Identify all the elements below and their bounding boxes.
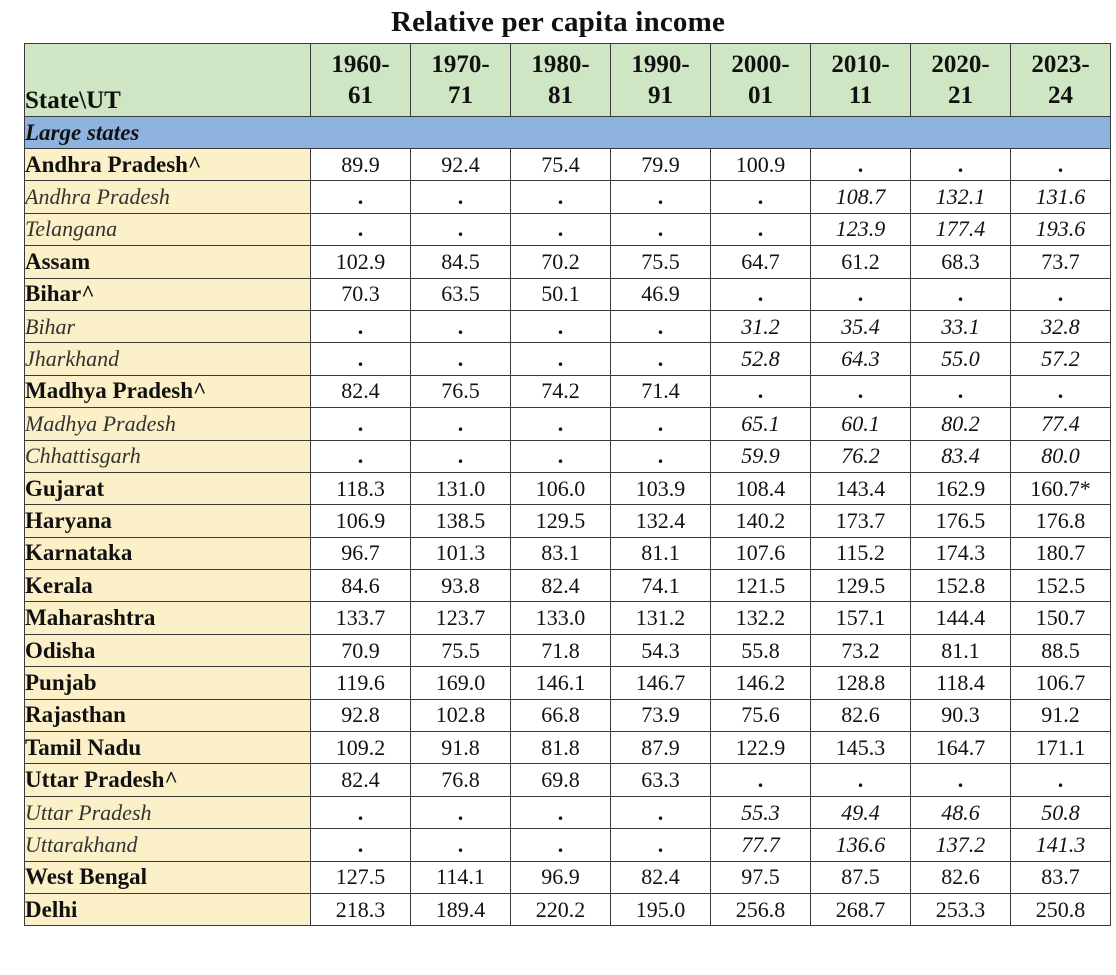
table-row bbox=[25, 570, 1111, 602]
state-name-cell: Bihar^ bbox=[25, 278, 311, 310]
value-cell: 141.3 bbox=[1011, 829, 1111, 861]
table-body bbox=[25, 117, 1111, 926]
table-subrow bbox=[25, 343, 1111, 375]
column-header-year bbox=[911, 44, 1011, 117]
value-cell: 268.7 bbox=[811, 893, 911, 925]
value-cell: 109.2 bbox=[311, 732, 411, 764]
value-cell: 32.8 bbox=[1011, 310, 1111, 342]
year-end: 61 bbox=[348, 82, 373, 109]
group-row bbox=[25, 117, 1111, 149]
value-cell: 143.4 bbox=[811, 472, 911, 504]
value-cell: 152.8 bbox=[911, 570, 1011, 602]
value-cell: 81.1 bbox=[911, 634, 1011, 666]
table-subrow bbox=[25, 440, 1111, 472]
value-cell: 57.2 bbox=[1011, 343, 1111, 375]
state-name-cell: Uttarakhand bbox=[25, 829, 311, 861]
year-start: 1970- bbox=[431, 51, 490, 78]
value-cell: 122.9 bbox=[711, 732, 811, 764]
value-cell: 92.4 bbox=[411, 149, 511, 181]
value-cell: 118.4 bbox=[911, 667, 1011, 699]
value-cell: 55.0 bbox=[911, 343, 1011, 375]
state-name-cell: West Bengal bbox=[25, 861, 311, 893]
value-cell: . bbox=[511, 829, 611, 861]
value-cell: 59.9 bbox=[711, 440, 811, 472]
value-cell: 64.3 bbox=[811, 343, 911, 375]
value-cell: . bbox=[311, 829, 411, 861]
value-cell: 174.3 bbox=[911, 537, 1011, 569]
year-start: 2010- bbox=[831, 51, 890, 78]
value-cell: 76.2 bbox=[811, 440, 911, 472]
value-cell: 76.5 bbox=[411, 375, 511, 407]
column-header-year bbox=[711, 44, 811, 117]
value-cell: 106.7 bbox=[1011, 667, 1111, 699]
value-cell: . bbox=[611, 213, 711, 245]
value-cell: 173.7 bbox=[811, 505, 911, 537]
value-cell: 50.1 bbox=[511, 278, 611, 310]
state-name-cell: Andhra Pradesh bbox=[25, 181, 311, 213]
value-cell: . bbox=[311, 343, 411, 375]
value-cell: 71.4 bbox=[611, 375, 711, 407]
table-subrow bbox=[25, 213, 1111, 245]
table-row bbox=[25, 505, 1111, 537]
year-start: 2023- bbox=[1031, 51, 1090, 78]
table-subrow bbox=[25, 829, 1111, 861]
value-cell: 73.2 bbox=[811, 634, 911, 666]
year-start: 1990- bbox=[631, 51, 690, 78]
table-row bbox=[25, 246, 1111, 278]
value-cell: 50.8 bbox=[1011, 796, 1111, 828]
value-cell: 90.3 bbox=[911, 699, 1011, 731]
value-cell: 93.8 bbox=[411, 570, 511, 602]
column-header-year bbox=[411, 44, 511, 117]
value-cell: 102.8 bbox=[411, 699, 511, 731]
value-cell: 61.2 bbox=[811, 246, 911, 278]
value-cell: 75.6 bbox=[711, 699, 811, 731]
value-cell: 63.3 bbox=[611, 764, 711, 796]
value-cell: 114.1 bbox=[411, 861, 511, 893]
value-cell: . bbox=[1011, 149, 1111, 181]
value-cell: 193.6 bbox=[1011, 213, 1111, 245]
value-cell: . bbox=[611, 796, 711, 828]
value-cell: 157.1 bbox=[811, 602, 911, 634]
value-cell: 169.0 bbox=[411, 667, 511, 699]
value-cell: 140.2 bbox=[711, 505, 811, 537]
value-cell: . bbox=[511, 440, 611, 472]
value-cell: 108.7 bbox=[811, 181, 911, 213]
value-cell: 137.2 bbox=[911, 829, 1011, 861]
year-start: 1980- bbox=[531, 51, 590, 78]
value-cell: 171.1 bbox=[1011, 732, 1111, 764]
value-cell: 253.3 bbox=[911, 893, 1011, 925]
value-cell: 83.4 bbox=[911, 440, 1011, 472]
value-cell: . bbox=[411, 440, 511, 472]
value-cell: 102.9 bbox=[311, 246, 411, 278]
value-cell: 133.0 bbox=[511, 602, 611, 634]
table-row bbox=[25, 602, 1111, 634]
value-cell: 92.8 bbox=[311, 699, 411, 731]
state-name-cell: Maharashtra bbox=[25, 602, 311, 634]
state-name-cell: Bihar bbox=[25, 310, 311, 342]
value-cell: 77.4 bbox=[1011, 408, 1111, 440]
table-row bbox=[25, 278, 1111, 310]
value-cell: 100.9 bbox=[711, 149, 811, 181]
value-cell: . bbox=[511, 796, 611, 828]
value-cell: 129.5 bbox=[811, 570, 911, 602]
value-cell: 87.5 bbox=[811, 861, 911, 893]
value-cell: 108.4 bbox=[711, 472, 811, 504]
value-cell: . bbox=[611, 181, 711, 213]
value-cell: . bbox=[411, 796, 511, 828]
value-cell: 145.3 bbox=[811, 732, 911, 764]
value-cell: 82.6 bbox=[911, 861, 1011, 893]
table-header bbox=[25, 44, 1111, 117]
value-cell: . bbox=[911, 149, 1011, 181]
value-cell: 70.3 bbox=[311, 278, 411, 310]
value-cell: 132.1 bbox=[911, 181, 1011, 213]
value-cell: 55.8 bbox=[711, 634, 811, 666]
value-cell: . bbox=[311, 213, 411, 245]
table-row bbox=[25, 732, 1111, 764]
value-cell: 146.2 bbox=[711, 667, 811, 699]
value-cell: . bbox=[411, 310, 511, 342]
value-cell: . bbox=[311, 181, 411, 213]
table-row bbox=[25, 634, 1111, 666]
value-cell: 31.2 bbox=[711, 310, 811, 342]
value-cell: 146.1 bbox=[511, 667, 611, 699]
value-cell: . bbox=[911, 764, 1011, 796]
value-cell: . bbox=[511, 213, 611, 245]
table-row bbox=[25, 375, 1111, 407]
value-cell: 97.5 bbox=[711, 861, 811, 893]
value-cell: 189.4 bbox=[411, 893, 511, 925]
value-cell: 84.6 bbox=[311, 570, 411, 602]
value-cell: . bbox=[611, 310, 711, 342]
value-cell: . bbox=[1011, 764, 1111, 796]
value-cell: 82.4 bbox=[611, 861, 711, 893]
table-row bbox=[25, 893, 1111, 925]
value-cell: 115.2 bbox=[811, 537, 911, 569]
table-subrow bbox=[25, 408, 1111, 440]
value-cell: . bbox=[511, 310, 611, 342]
header-row bbox=[25, 44, 1111, 117]
value-cell: 75.4 bbox=[511, 149, 611, 181]
column-header-year bbox=[611, 44, 711, 117]
value-cell: . bbox=[311, 796, 411, 828]
table-title: Relative per capita income bbox=[390, 6, 726, 38]
state-name-cell: Punjab bbox=[25, 667, 311, 699]
value-cell: . bbox=[1011, 375, 1111, 407]
value-cell: 138.5 bbox=[411, 505, 511, 537]
state-name-cell: Chhattisgarh bbox=[25, 440, 311, 472]
year-start: 2000- bbox=[731, 51, 790, 78]
value-cell: 164.7 bbox=[911, 732, 1011, 764]
value-cell: 82.6 bbox=[811, 699, 911, 731]
table-subrow bbox=[25, 310, 1111, 342]
value-cell: 75.5 bbox=[611, 246, 711, 278]
table-row bbox=[25, 861, 1111, 893]
value-cell: 132.2 bbox=[711, 602, 811, 634]
value-cell: 74.2 bbox=[511, 375, 611, 407]
value-cell: . bbox=[611, 440, 711, 472]
value-cell: 129.5 bbox=[511, 505, 611, 537]
value-cell: . bbox=[811, 375, 911, 407]
value-cell: 80.0 bbox=[1011, 440, 1111, 472]
value-cell: . bbox=[811, 149, 911, 181]
value-cell: 131.2 bbox=[611, 602, 711, 634]
value-cell: 162.9 bbox=[911, 472, 1011, 504]
value-cell: 84.5 bbox=[411, 246, 511, 278]
value-cell: 118.3 bbox=[311, 472, 411, 504]
table-row bbox=[25, 537, 1111, 569]
column-header-year bbox=[811, 44, 911, 117]
value-cell: 70.2 bbox=[511, 246, 611, 278]
value-cell: 73.7 bbox=[1011, 246, 1111, 278]
table-row bbox=[25, 472, 1111, 504]
value-cell: 77.7 bbox=[711, 829, 811, 861]
state-name-cell: Delhi bbox=[25, 893, 311, 925]
value-cell: . bbox=[711, 278, 811, 310]
state-name-cell: Andhra Pradesh^ bbox=[25, 149, 311, 181]
value-cell: 88.5 bbox=[1011, 634, 1111, 666]
value-cell: . bbox=[411, 181, 511, 213]
value-cell: 55.3 bbox=[711, 796, 811, 828]
value-cell: . bbox=[411, 213, 511, 245]
value-cell: . bbox=[911, 278, 1011, 310]
value-cell: 82.4 bbox=[311, 375, 411, 407]
state-name-cell: Rajasthan bbox=[25, 699, 311, 731]
table-row bbox=[25, 764, 1111, 796]
value-cell: 160.7* bbox=[1011, 472, 1111, 504]
value-cell: 144.4 bbox=[911, 602, 1011, 634]
value-cell: 96.7 bbox=[311, 537, 411, 569]
value-cell: 83.7 bbox=[1011, 861, 1111, 893]
value-cell: 131.0 bbox=[411, 472, 511, 504]
year-end: 21 bbox=[948, 82, 973, 109]
value-cell: 81.8 bbox=[511, 732, 611, 764]
value-cell: 63.5 bbox=[411, 278, 511, 310]
value-cell: 33.1 bbox=[911, 310, 1011, 342]
value-cell: 150.7 bbox=[1011, 602, 1111, 634]
value-cell: 68.3 bbox=[911, 246, 1011, 278]
value-cell: 131.6 bbox=[1011, 181, 1111, 213]
year-end: 01 bbox=[748, 82, 773, 109]
value-cell: 176.5 bbox=[911, 505, 1011, 537]
value-cell: 106.0 bbox=[511, 472, 611, 504]
value-cell: . bbox=[711, 181, 811, 213]
state-name-cell: Karnataka bbox=[25, 537, 311, 569]
value-cell: 107.6 bbox=[711, 537, 811, 569]
column-header-year bbox=[511, 44, 611, 117]
income-table bbox=[24, 43, 1111, 926]
value-cell: . bbox=[511, 408, 611, 440]
value-cell: 64.7 bbox=[711, 246, 811, 278]
value-cell: 81.1 bbox=[611, 537, 711, 569]
value-cell: . bbox=[911, 375, 1011, 407]
value-cell: . bbox=[811, 278, 911, 310]
year-end: 91 bbox=[648, 82, 673, 109]
value-cell: 103.9 bbox=[611, 472, 711, 504]
value-cell: 48.6 bbox=[911, 796, 1011, 828]
value-cell: 35.4 bbox=[811, 310, 911, 342]
value-cell: . bbox=[711, 764, 811, 796]
value-cell: . bbox=[511, 343, 611, 375]
value-cell: 74.1 bbox=[611, 570, 711, 602]
value-cell: 119.6 bbox=[311, 667, 411, 699]
table-row bbox=[25, 699, 1111, 731]
value-cell: 128.8 bbox=[811, 667, 911, 699]
value-cell: 69.8 bbox=[511, 764, 611, 796]
value-cell: 96.9 bbox=[511, 861, 611, 893]
value-cell: 76.8 bbox=[411, 764, 511, 796]
value-cell: 106.9 bbox=[311, 505, 411, 537]
table-subrow bbox=[25, 181, 1111, 213]
value-cell: 133.7 bbox=[311, 602, 411, 634]
value-cell: 71.8 bbox=[511, 634, 611, 666]
value-cell: 176.8 bbox=[1011, 505, 1111, 537]
value-cell: 180.7 bbox=[1011, 537, 1111, 569]
state-name-cell: Madhya Pradesh bbox=[25, 408, 311, 440]
year-end: 81 bbox=[548, 82, 573, 109]
value-cell: 46.9 bbox=[611, 278, 711, 310]
value-cell: 54.3 bbox=[611, 634, 711, 666]
state-name-cell: Uttar Pradesh^ bbox=[25, 764, 311, 796]
value-cell: 49.4 bbox=[811, 796, 911, 828]
table-row bbox=[25, 149, 1111, 181]
value-cell: 152.5 bbox=[1011, 570, 1111, 602]
value-cell: 256.8 bbox=[711, 893, 811, 925]
state-name-cell: Odisha bbox=[25, 634, 311, 666]
value-cell: . bbox=[311, 310, 411, 342]
state-name-cell: Haryana bbox=[25, 505, 311, 537]
value-cell: 146.7 bbox=[611, 667, 711, 699]
value-cell: 132.4 bbox=[611, 505, 711, 537]
year-start: 2020- bbox=[931, 51, 990, 78]
state-name-cell: Tamil Nadu bbox=[25, 732, 311, 764]
value-cell: . bbox=[311, 440, 411, 472]
value-cell: 195.0 bbox=[611, 893, 711, 925]
value-cell: 91.2 bbox=[1011, 699, 1111, 731]
year-end: 11 bbox=[848, 82, 873, 109]
value-cell: . bbox=[511, 181, 611, 213]
state-name-cell: Kerala bbox=[25, 570, 311, 602]
value-cell: . bbox=[1011, 278, 1111, 310]
group-label: Large states bbox=[25, 117, 1111, 149]
value-cell: 83.1 bbox=[511, 537, 611, 569]
year-end: 71 bbox=[448, 82, 473, 109]
state-name-cell: Uttar Pradesh bbox=[25, 796, 311, 828]
value-cell: 82.4 bbox=[511, 570, 611, 602]
value-cell: 123.7 bbox=[411, 602, 511, 634]
value-cell: . bbox=[811, 764, 911, 796]
state-name-cell: Assam bbox=[25, 246, 311, 278]
value-cell: 60.1 bbox=[811, 408, 911, 440]
value-cell: . bbox=[411, 408, 511, 440]
value-cell: . bbox=[711, 375, 811, 407]
value-cell: . bbox=[611, 408, 711, 440]
value-cell: 121.5 bbox=[711, 570, 811, 602]
state-name-cell: Gujarat bbox=[25, 472, 311, 504]
value-cell: 65.1 bbox=[711, 408, 811, 440]
value-cell: 73.9 bbox=[611, 699, 711, 731]
value-cell: . bbox=[411, 829, 511, 861]
value-cell: . bbox=[411, 343, 511, 375]
table-subrow bbox=[25, 796, 1111, 828]
value-cell: 220.2 bbox=[511, 893, 611, 925]
value-cell: 75.5 bbox=[411, 634, 511, 666]
value-cell: . bbox=[311, 408, 411, 440]
value-cell: 79.9 bbox=[611, 149, 711, 181]
value-cell: 80.2 bbox=[911, 408, 1011, 440]
value-cell: 66.8 bbox=[511, 699, 611, 731]
state-name-cell: Madhya Pradesh^ bbox=[25, 375, 311, 407]
value-cell: 123.9 bbox=[811, 213, 911, 245]
year-start: 1960- bbox=[331, 51, 390, 78]
value-cell: 177.4 bbox=[911, 213, 1011, 245]
value-cell: 82.4 bbox=[311, 764, 411, 796]
value-cell: 127.5 bbox=[311, 861, 411, 893]
value-cell: 91.8 bbox=[411, 732, 511, 764]
value-cell: 52.8 bbox=[711, 343, 811, 375]
table-row bbox=[25, 667, 1111, 699]
value-cell: 218.3 bbox=[311, 893, 411, 925]
value-cell: 89.9 bbox=[311, 149, 411, 181]
column-header-year bbox=[311, 44, 411, 117]
value-cell: 250.8 bbox=[1011, 893, 1111, 925]
state-name-cell: Telangana bbox=[25, 213, 311, 245]
state-name-cell: Jharkhand bbox=[25, 343, 311, 375]
column-header-year bbox=[1011, 44, 1111, 117]
value-cell: 101.3 bbox=[411, 537, 511, 569]
value-cell: . bbox=[611, 829, 711, 861]
year-end: 24 bbox=[1048, 82, 1073, 109]
value-cell: . bbox=[711, 213, 811, 245]
value-cell: 136.6 bbox=[811, 829, 911, 861]
column-header-state: State\UT bbox=[25, 44, 311, 117]
value-cell: . bbox=[611, 343, 711, 375]
value-cell: 70.9 bbox=[311, 634, 411, 666]
value-cell: 87.9 bbox=[611, 732, 711, 764]
